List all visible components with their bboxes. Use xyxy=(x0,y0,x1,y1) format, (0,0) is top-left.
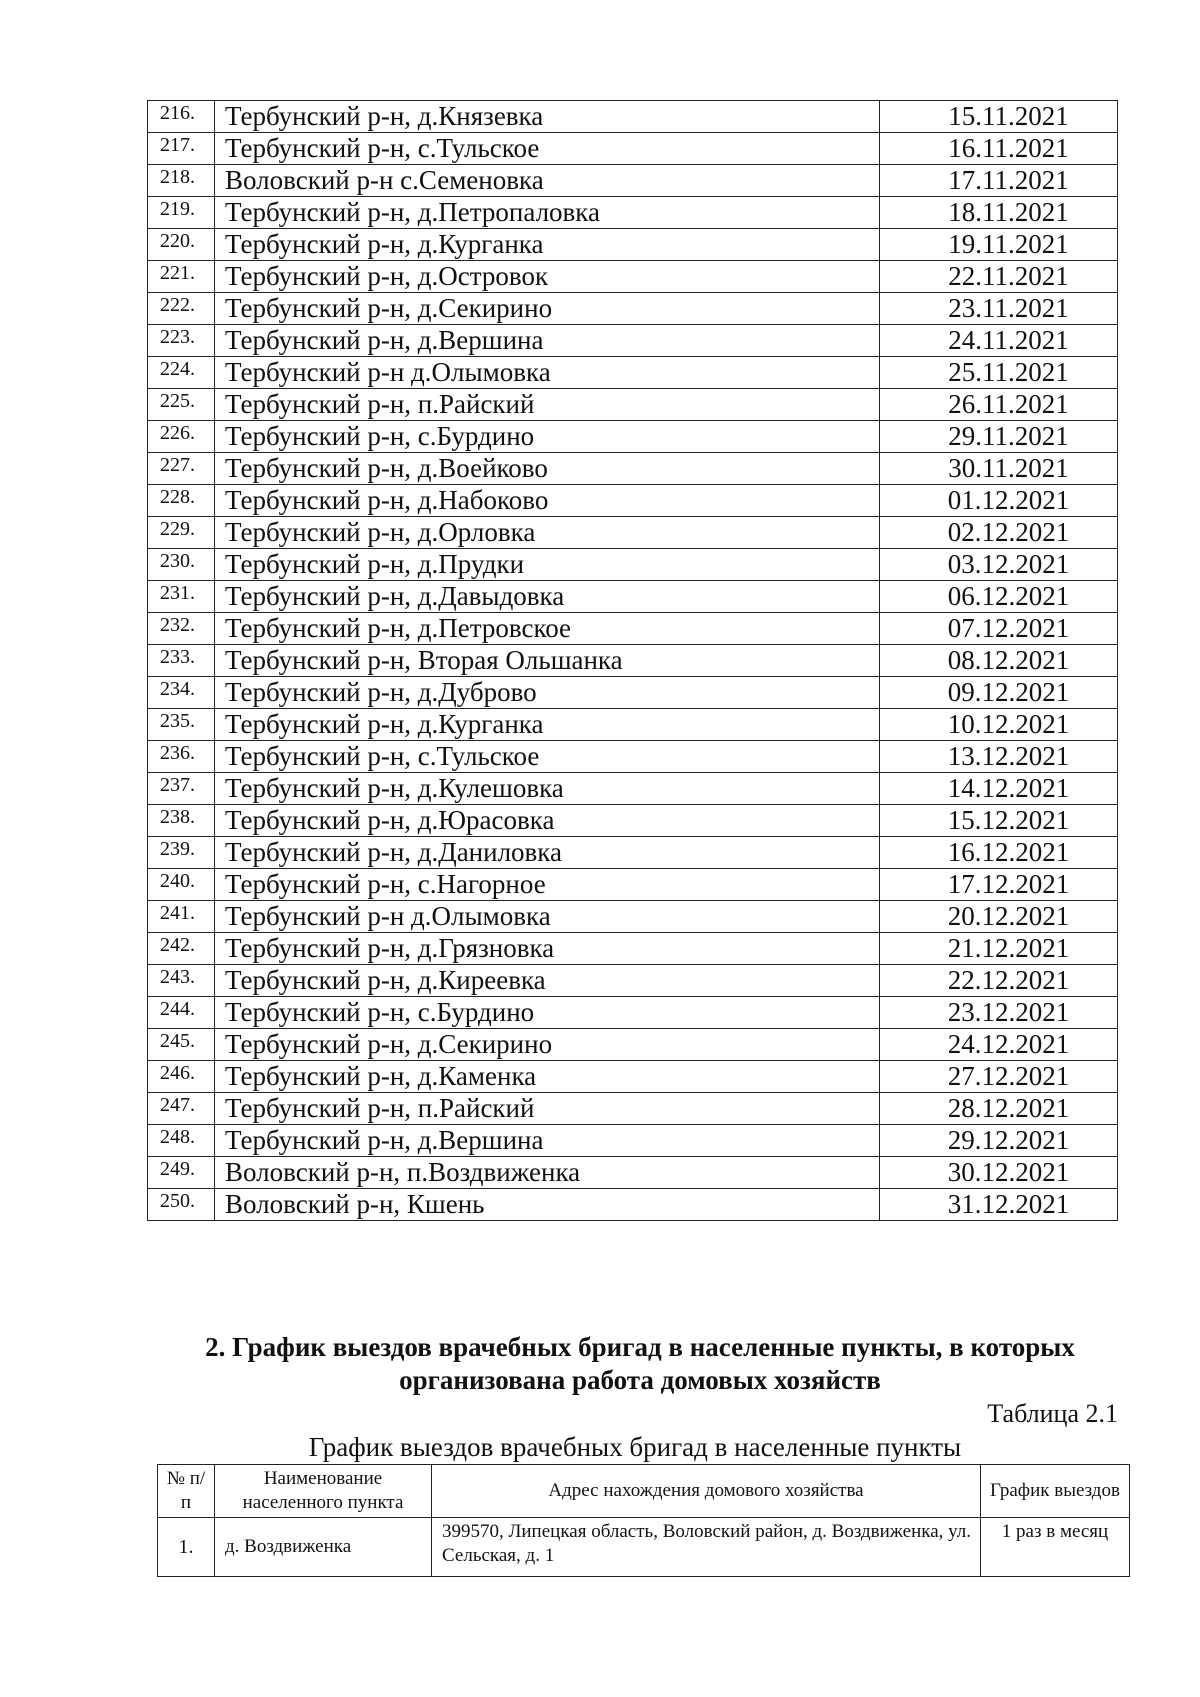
row-place: Тербунский р-н д.Олымовка xyxy=(215,357,880,389)
table-row xyxy=(148,453,1118,485)
row-date: 17.12.2021 xyxy=(880,869,1118,901)
row-place: Тербунский р-н, д.Секирино xyxy=(215,1029,880,1061)
row-place: Тербунский р-н, д.Каменка xyxy=(215,1061,880,1093)
header-address: Адрес нахождения домового хозяйства xyxy=(432,1465,981,1518)
table-row xyxy=(148,613,1118,645)
table-row xyxy=(148,421,1118,453)
row-name: д. Воздвиженка xyxy=(215,1518,432,1577)
row-number: 241. xyxy=(148,901,215,933)
table-row xyxy=(148,261,1118,293)
row-date: 18.11.2021 xyxy=(880,197,1118,229)
row-number: 239. xyxy=(148,837,215,869)
table-row xyxy=(148,869,1118,901)
row-date: 22.11.2021 xyxy=(880,261,1118,293)
row-number: 233. xyxy=(148,645,215,677)
row-place: Тербунский р-н, д.Курганка xyxy=(215,229,880,261)
table-row xyxy=(148,229,1118,261)
table-row xyxy=(148,549,1118,581)
table-row xyxy=(148,1157,1118,1189)
row-date: 13.12.2021 xyxy=(880,741,1118,773)
row-date: 30.11.2021 xyxy=(880,453,1118,485)
table-caption: График выездов врачебных бригад в населенные пункты xyxy=(308,1432,962,1462)
row-place: Тербунский р-н, д.Прудки xyxy=(215,549,880,581)
row-place: Тербунский р-н, д.Воейково xyxy=(215,453,880,485)
table-row xyxy=(148,901,1118,933)
row-date: 20.12.2021 xyxy=(880,901,1118,933)
row-number: 228. xyxy=(148,485,215,517)
row-number: 218. xyxy=(148,165,215,197)
table-row xyxy=(148,485,1118,517)
row-number: 217. xyxy=(148,133,215,165)
table-row xyxy=(148,517,1118,549)
table-row xyxy=(148,165,1118,197)
row-place: Тербунский р-н, п.Райский xyxy=(215,1093,880,1125)
section-heading-line-1: 2. График выездов врачебных бригад в населенные пункты, в которых xyxy=(205,1332,1075,1362)
row-place: Тербунский р-н, д.Грязновка xyxy=(215,933,880,965)
row-date: 08.12.2021 xyxy=(880,645,1118,677)
row-number: 231. xyxy=(148,581,215,613)
row-place: Тербунский р-н, д.Островок xyxy=(215,261,880,293)
row-number: 249. xyxy=(148,1157,215,1189)
row-place: Воловский р-н с.Семеновка xyxy=(215,165,880,197)
row-place: Тербунский р-н, д.Князевка xyxy=(215,101,880,133)
row-date: 15.12.2021 xyxy=(880,805,1118,837)
row-number: 226. xyxy=(148,421,215,453)
row-number: 245. xyxy=(148,1029,215,1061)
table-row xyxy=(148,709,1118,741)
row-number: 225. xyxy=(148,389,215,421)
header-num: № п/п xyxy=(158,1465,215,1518)
row-date: 24.11.2021 xyxy=(880,325,1118,357)
row-number: 224. xyxy=(148,357,215,389)
row-date: 29.11.2021 xyxy=(880,421,1118,453)
row-date: 23.11.2021 xyxy=(880,293,1118,325)
row-date: 07.12.2021 xyxy=(880,613,1118,645)
row-date: 25.11.2021 xyxy=(880,357,1118,389)
row-number: 221. xyxy=(148,261,215,293)
table-number: Таблица 2.1 xyxy=(987,1399,1118,1428)
row-date: 31.12.2021 xyxy=(880,1189,1118,1221)
table-row xyxy=(148,1061,1118,1093)
row-place: Тербунский р-н, с.Бурдино xyxy=(215,997,880,1029)
row-place: Тербунский р-н, Вторая Ольшанка xyxy=(215,645,880,677)
row-place: Тербунский р-н, с.Бурдино xyxy=(215,421,880,453)
row-number: 244. xyxy=(148,997,215,1029)
row-date: 09.12.2021 xyxy=(880,677,1118,709)
row-date: 14.12.2021 xyxy=(880,773,1118,805)
table-row xyxy=(148,133,1118,165)
row-num: 1. xyxy=(158,1518,215,1577)
row-schedule: 1 раз в месяц xyxy=(981,1518,1130,1577)
row-date: 03.12.2021 xyxy=(880,549,1118,581)
row-place: Тербунский р-н, д.Орловка xyxy=(215,517,880,549)
row-place: Тербунский р-н, д.Набоково xyxy=(215,485,880,517)
header-name: Наименование населенного пункта xyxy=(215,1465,432,1518)
schedule-table-body xyxy=(148,101,1118,1221)
row-number: 247. xyxy=(148,1093,215,1125)
row-number: 216. xyxy=(148,101,215,133)
row-date: 26.11.2021 xyxy=(880,389,1118,421)
row-number: 236. xyxy=(148,741,215,773)
row-place: Тербунский р-н, с.Тульское xyxy=(215,741,880,773)
row-place: Тербунский р-н, д.Киреевка xyxy=(215,965,880,997)
row-place: Тербунский р-н, п.Райский xyxy=(215,389,880,421)
row-number: 248. xyxy=(148,1125,215,1157)
row-place: Воловский р-н, Кшень xyxy=(215,1189,880,1221)
section-heading-line-2: организована работа домовых хозяйств xyxy=(399,1365,881,1395)
header-schedule: График выездов xyxy=(981,1465,1130,1518)
row-date: 30.12.2021 xyxy=(880,1157,1118,1189)
row-place: Тербунский р-н, д.Секирино xyxy=(215,293,880,325)
row-date: 16.11.2021 xyxy=(880,133,1118,165)
row-number: 234. xyxy=(148,677,215,709)
row-number: 246. xyxy=(148,1061,215,1093)
table-row xyxy=(148,197,1118,229)
row-number: 222. xyxy=(148,293,215,325)
row-place: Тербунский р-н, д.Кулешовка xyxy=(215,773,880,805)
row-number: 242. xyxy=(148,933,215,965)
visits-table-header xyxy=(158,1465,1130,1518)
visits-table-row xyxy=(158,1518,1130,1577)
row-number: 240. xyxy=(148,869,215,901)
row-number: 237. xyxy=(148,773,215,805)
schedule-table xyxy=(147,100,1118,1221)
table-row xyxy=(148,1029,1118,1061)
row-date: 21.12.2021 xyxy=(880,933,1118,965)
row-number: 227. xyxy=(148,453,215,485)
row-place: Тербунский р-н, д.Вершина xyxy=(215,1125,880,1157)
row-number: 243. xyxy=(148,965,215,997)
table-row xyxy=(148,837,1118,869)
section-heading xyxy=(160,1331,1120,1397)
row-place: Тербунский р-н, с.Нагорное xyxy=(215,869,880,901)
row-date: 10.12.2021 xyxy=(880,709,1118,741)
table-row xyxy=(148,357,1118,389)
row-date: 28.12.2021 xyxy=(880,1093,1118,1125)
table-row xyxy=(148,741,1118,773)
table-row xyxy=(148,677,1118,709)
row-date: 01.12.2021 xyxy=(880,485,1118,517)
row-number: 235. xyxy=(148,709,215,741)
row-number: 220. xyxy=(148,229,215,261)
row-date: 15.11.2021 xyxy=(880,101,1118,133)
table-row xyxy=(148,1189,1118,1221)
table-row xyxy=(148,389,1118,421)
row-number: 238. xyxy=(148,805,215,837)
row-date: 06.12.2021 xyxy=(880,581,1118,613)
row-number: 232. xyxy=(148,613,215,645)
row-address: 399570, Липецкая область, Воловский район, д. Воздвиженка, ул. Сельская, д. 1 xyxy=(432,1518,981,1577)
row-date: 24.12.2021 xyxy=(880,1029,1118,1061)
table-row xyxy=(148,293,1118,325)
row-place: Тербунский р-н, д.Курганка xyxy=(215,709,880,741)
row-date: 02.12.2021 xyxy=(880,517,1118,549)
table-row xyxy=(148,997,1118,1029)
row-number: 250. xyxy=(148,1189,215,1221)
table-row xyxy=(148,645,1118,677)
row-place: Тербунский р-н, д.Юрасовка xyxy=(215,805,880,837)
row-place: Тербунский р-н, д.Петровское xyxy=(215,613,880,645)
table-row xyxy=(148,325,1118,357)
table-row xyxy=(148,933,1118,965)
table-row xyxy=(148,1093,1118,1125)
row-date: 29.12.2021 xyxy=(880,1125,1118,1157)
row-place: Тербунский р-н, д.Вершина xyxy=(215,325,880,357)
row-date: 27.12.2021 xyxy=(880,1061,1118,1093)
row-place: Воловский р-н, п.Воздвиженка xyxy=(215,1157,880,1189)
row-number: 223. xyxy=(148,325,215,357)
visits-table xyxy=(157,1464,1130,1577)
row-place: Тербунский р-н д.Олымовка xyxy=(215,901,880,933)
row-date: 16.12.2021 xyxy=(880,837,1118,869)
row-place: Тербунский р-н, д.Давыдовка xyxy=(215,581,880,613)
table-row xyxy=(148,581,1118,613)
table-row xyxy=(148,101,1118,133)
row-place: Тербунский р-н, д.Петропаловка xyxy=(215,197,880,229)
table-row xyxy=(148,965,1118,997)
row-date: 23.12.2021 xyxy=(880,997,1118,1029)
row-date: 19.11.2021 xyxy=(880,229,1118,261)
table-row xyxy=(148,773,1118,805)
table-row xyxy=(148,805,1118,837)
table-row xyxy=(148,1125,1118,1157)
row-place: Тербунский р-н, д.Даниловка xyxy=(215,837,880,869)
row-date: 22.12.2021 xyxy=(880,965,1118,997)
row-place: Тербунский р-н, с.Тульское xyxy=(215,133,880,165)
row-number: 230. xyxy=(148,549,215,581)
row-place: Тербунский р-н, д.Дуброво xyxy=(215,677,880,709)
row-number: 219. xyxy=(148,197,215,229)
row-date: 17.11.2021 xyxy=(880,165,1118,197)
row-number: 229. xyxy=(148,517,215,549)
